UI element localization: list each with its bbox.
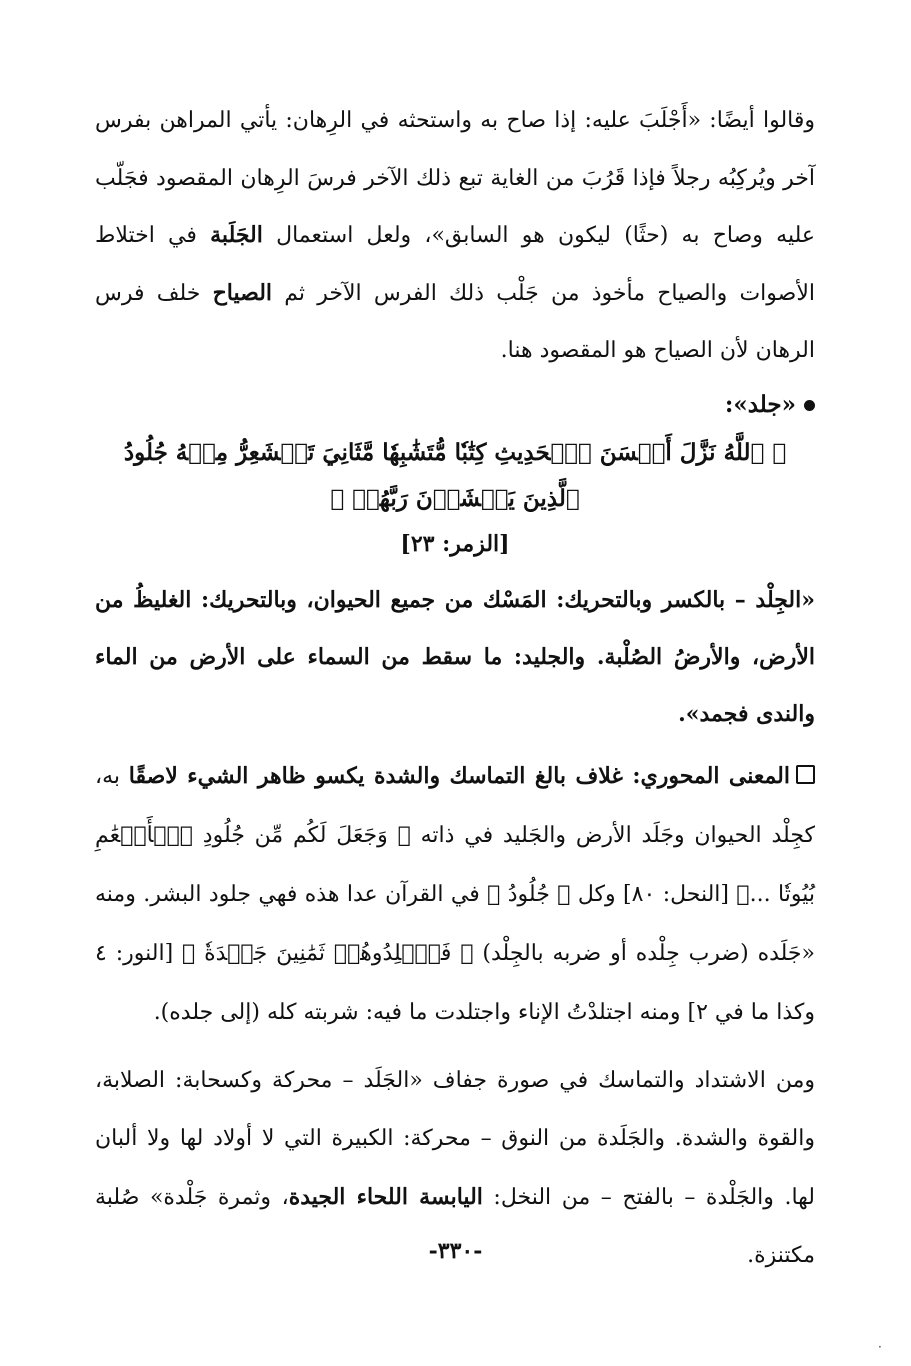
bold-term-siyah: الصياح [212, 279, 273, 306]
paragraph-text: وقالوا أيضًا: «أَجْلَبَ عليه: إذا صاح به واستحثه في الرِهان: يأتي المراهن بفرس آخر ويُركِبُه رجلاً فإذا قَرُبَ من الغاية تبع ذلك الآخر فرسَ الرِهان المقصود فجَلّب عليه وصاح به (حثًا) ليكون هو السابق»، ولعل استعمال [95, 108, 815, 248]
page-number: -٣٣٠- [428, 1238, 483, 1264]
bold-term-jalaba: الجَلَبة [210, 222, 263, 248]
core-meaning-paragraph [95, 747, 815, 1042]
quran-verse: ﴿ ٱللَّهُ نَزَّلَ أَحۡسَنَ ٱلۡحَدِيثِ كِتَٰبٗا مُّتَشَٰبِهٗا مَّثَانِيَ تَقۡشَعِرُّ مِنۡهُ جُلُودُ ٱلَّذِينَ يَخۡشَوۡنَ رَبَّهُمۡ ﴾ [123, 438, 787, 512]
core-meaning-text: به، كجِلْد الحيوان وجَلَد الأرض والجَليد في ذاته ﴿ وَجَعَلَ لَكُم مِّن جُلُودِ ٱلۡأَنۡعَٰمِ بُيُوتٗا ...﴾ [النحل: ٨٠] وكل ﴿ جُلُودُ ﴾ في القرآن عدا هذه فهي جلود البشر. ومنه «جَلَده (ضرب جِلْده أو ضربه بالجِلْد) ﴿ فَٱجۡلِدُوهُمۡ ثَمَٰنِينَ جَلۡدَةٗ ﴾ [النور: ٤ وكذا ما في ٢] ومنه اجتلدْتُ الإناء واجتلدت ما فيه: شربته كله (إلى جلده). [95, 763, 815, 1025]
paragraph-text: خلف فرس الرهان لأن الصياح هو المقصود هنا. [95, 280, 815, 363]
corner-dot: · [878, 1340, 882, 1354]
page-body [95, 92, 815, 1285]
bullet-icon [804, 400, 815, 411]
entry-heading-text: «جلد»: [724, 390, 796, 418]
bold-term-yabisa: اليابسة اللحاء الجيدة [288, 1183, 483, 1210]
lexicon-quote: «الجِلْد – بالكسر وبالتحريك: المَسْك من جميع الحيوان، وبالتحريك: الغليظُ من الأرض، والأرضُ الصُلْبة. والجليد: ما سقط من السماء على الأرض من الماء والندى فجمد». [95, 586, 815, 727]
paragraph-text: في اختلاط الأصوات والصياح مأخوذ من جَلْب ذلك الفرس الآخر ثم [95, 223, 816, 306]
paragraph-jalaba [95, 92, 815, 380]
entry-heading [95, 380, 815, 430]
paragraph-text: ، وثمرة جَلْدة» صُلبة مكتنزة. [95, 1184, 815, 1268]
paragraph-text: ومن الاشتداد والتماسك في صورة جفاف «الجَلَد – محركة وكسحابة: الصلابة، والقوة والشدة. والجَلَدة من النوق – محركة: الكبيرة التي لا أولاد لها ولا ألبان لها. والجَلْدة – بالفتح – من النخل: [95, 1067, 815, 1210]
verse-reference: [الزمر: ٢٣] [400, 530, 510, 557]
square-box-icon [796, 765, 815, 784]
core-meaning-label: المعنى المحوري: غلاف بالغ التماسك والشدة يكسو ظاهر الشيء لاصقًا [128, 762, 791, 789]
